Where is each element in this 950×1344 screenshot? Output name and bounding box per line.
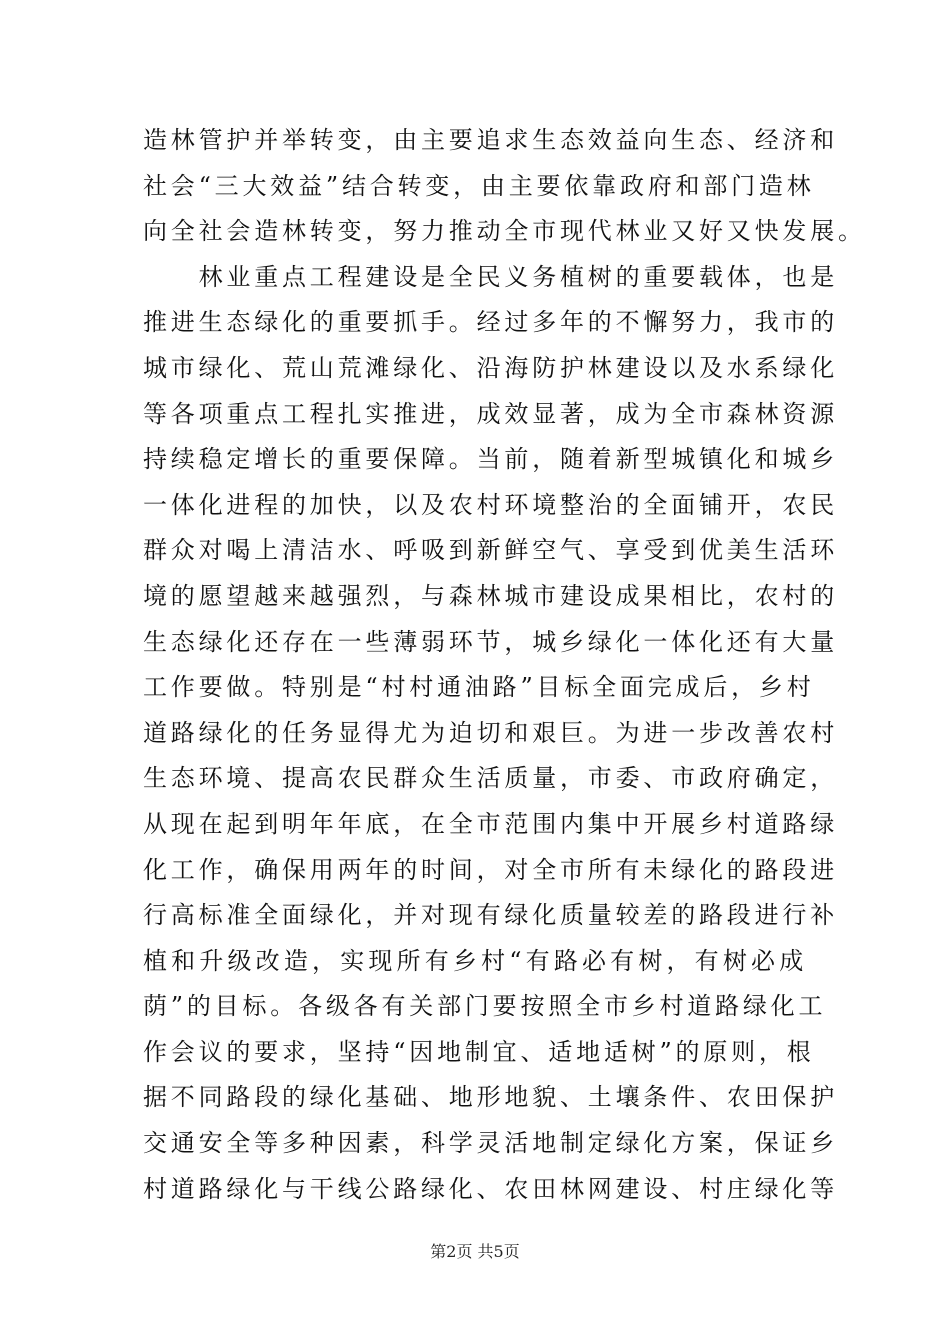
- text-line: 从现在起到明年年底，在全市范围内集中开展乡村道路绿: [143, 809, 838, 838]
- text-line: 林业重点工程建设是全民义务植树的重要载体，也是: [143, 262, 838, 291]
- text-line: 一体化进程的加快，以及农村环境整治的全面铺开，农民: [143, 490, 838, 519]
- text-line: 荫”的目标。各级各有关部门要按照全市乡村道路绿化工: [143, 992, 827, 1021]
- page-footer: [0, 1240, 950, 1264]
- text-line: 化工作，确保用两年的时间，对全市所有未绿化的路段进: [143, 855, 838, 884]
- text-line: 群众对喝上清洁水、呼吸到新鲜空气、享受到优美生活环: [143, 536, 838, 565]
- text-line: 村道路绿化与干线公路绿化、农田林网建设、村庄绿化等: [143, 1174, 838, 1203]
- text-line: 行高标准全面绿化，并对现有绿化质量较差的路段进行补: [143, 901, 838, 930]
- text-line: 道路绿化的任务显得尤为迫切和艰巨。为进一步改善农村: [143, 718, 838, 747]
- text-line: 生态环境、提高农民群众生活质量，市委、市政府确定，: [143, 764, 838, 793]
- text-line: 植和升级改造，实现所有乡村“有路必有树，有树必成: [143, 946, 807, 975]
- text-line: 向全社会造林转变，努力推动全市现代林业又好又快发展。: [143, 217, 866, 246]
- page-number: 第2页 共5页: [430, 1242, 520, 1261]
- text-line: 持续稳定增长的重要保障。当前，随着新型城镇化和城乡: [143, 445, 838, 474]
- text-line: 工作要做。特别是“村村通油路”目标全面完成后，乡村: [143, 673, 815, 702]
- text-line: 作会议的要求，坚持“因地制宜、适地适树”的原则，根: [143, 1037, 815, 1066]
- text-line: 城市绿化、荒山荒滩绿化、沿海防护林建设以及水系绿化: [143, 353, 838, 382]
- text-line: 造林管护并举转变，由主要追求生态效益向生态、经济和: [143, 126, 838, 154]
- text-line: 推进生态绿化的重要抓手。经过多年的不懈努力，我市的: [143, 308, 838, 337]
- text-line: 据不同路段的绿化基础、地形地貌、土壤条件、农田保护: [143, 1083, 838, 1112]
- text-line: 交通安全等多种因素，科学灵活地制定绿化方案，保证乡: [143, 1129, 838, 1158]
- text-line: 社会“三大效益”结合转变，由主要依靠政府和部门造林: [143, 171, 815, 200]
- text-line: 生态绿化还存在一些薄弱环节，城乡绿化一体化还有大量: [143, 627, 838, 656]
- text-line: 境的愿望越来越强烈，与森林城市建设成果相比，农村的: [143, 581, 838, 610]
- body-text: [143, 118, 866, 1212]
- text-line: 等各项重点工程扎实推进，成效显著，成为全市森林资源: [143, 399, 838, 428]
